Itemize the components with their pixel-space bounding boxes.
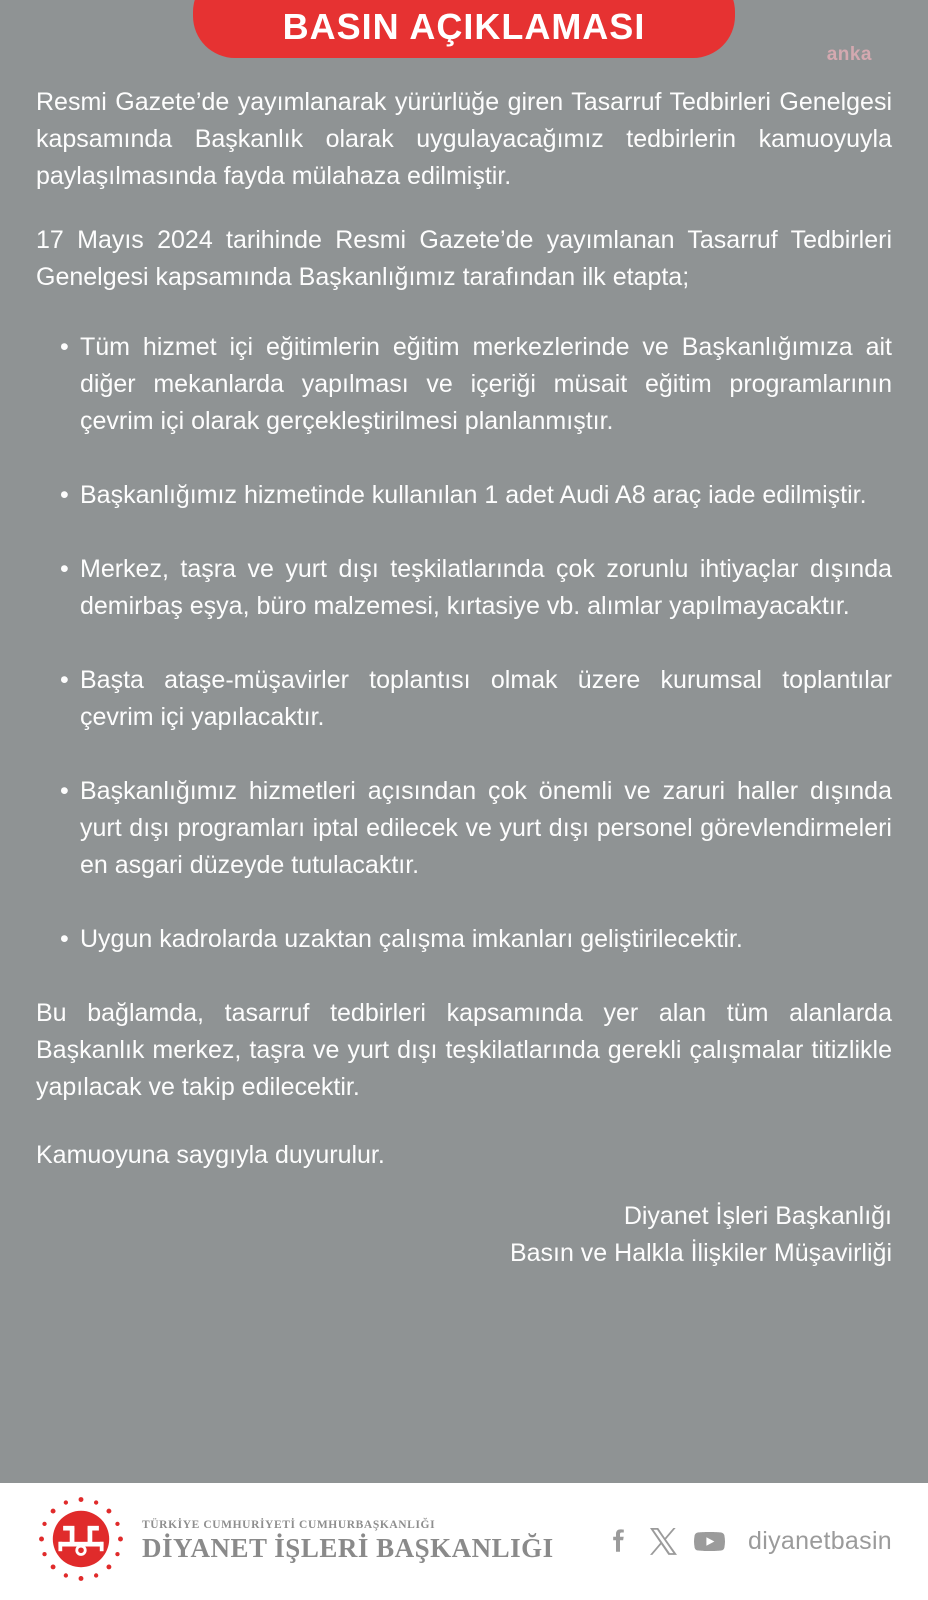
- list-item: • Merkez, taşra ve yurt dışı teşkilatlarında çok zorunlu ihtiyaçlar dışında demirbaş eşya, büro malzemesi, kırtasiye vb. alımlar yapılmayacaktır.: [36, 551, 892, 625]
- intro-paragraph-1: Resmi Gazete’de yayımlanarak yürürlüğe giren Tasarruf Tedbirleri Genelgesi kapsamında Başkanlık olarak uygulayacağımız tedbirlerin kamuoyuyla paylaşılmasında fayda mülahaza edilmiştir.: [36, 88, 892, 190]
- youtube-icon: [694, 1526, 725, 1557]
- facebook-icon: [607, 1529, 633, 1555]
- footer-bar: [0, 1483, 928, 1600]
- list-item: • Başkanlığımız hizmetleri açısından çok önemli ve zaruri haller dışında yurt dışı programları iptal edilecek ve yurt dışı personel görevlendirmeleri en asgari düzeyde tutulacaktır.: [36, 773, 892, 884]
- measures-list: [36, 329, 892, 958]
- signature-line-1: Diyanet İşleri Başkanlığı: [623, 1202, 892, 1230]
- org-name-small: TÜRKİYE CUMHURİYETİ CUMHURBAŞKANLIĞI: [142, 1519, 436, 1531]
- page-title: BASIN AÇIKLAMASI: [282, 6, 646, 47]
- list-item: • Uygun kadrolarda uzaktan çalışma imkanları geliştirilecektir.: [36, 921, 892, 958]
- x-icon: [650, 1528, 677, 1555]
- list-item: • Başkanlığımız hizmetinde kullanılan 1 adet Audi A8 araç iade edilmiştir.: [36, 477, 892, 514]
- list-item: • Başta ataşe-müşavirler toplantısı olmak üzere kurumsal toplantılar çevrim içi yapılacaktır.: [36, 662, 892, 736]
- press-release-banner: [193, 0, 735, 58]
- intro-paragraph-2: 17 Mayıs 2024 tarihinde Resmi Gazete’de yayımlanan Tasarruf Tedbirleri Genelgesi kapsamında Başkanlığımız tarafından ilk etapta;: [36, 226, 892, 291]
- org-name-large: DİYANET İŞLERİ BAŞKANLIĞI: [142, 1533, 554, 1563]
- social-links: [607, 1526, 892, 1557]
- list-item: • Tüm hizmet içi eğitimlerin eğitim merkezlerinde ve Başkanlığımıza ait diğer mekanlarda yapılması ve içeriği müsait eğitim programlarının çevrim içi olarak gerçekleştirilmesi planlanmıştır.: [36, 329, 892, 440]
- salutation-line: Kamuoyuna saygıyla duyurulur.: [36, 1141, 385, 1169]
- signature-block: [36, 1198, 892, 1272]
- signature-line-2: Basın ve Halkla İlişkiler Müşavirliği: [509, 1239, 892, 1267]
- social-handle: diyanetbasin: [748, 1527, 892, 1555]
- agency-watermark: anka: [826, 44, 872, 65]
- diyanet-logo-icon: [34, 1492, 128, 1591]
- org-name-block: [142, 1519, 554, 1564]
- closing-paragraph: Bu bağlamda, tasarruf tedbirleri kapsamında yer alan tüm alanlarda Başkanlık merkez, taşra ve yurt dışı teşkilatlarında gerekli çalışmalar titizlikle yapılacak ve takip edilecektir.: [36, 999, 892, 1101]
